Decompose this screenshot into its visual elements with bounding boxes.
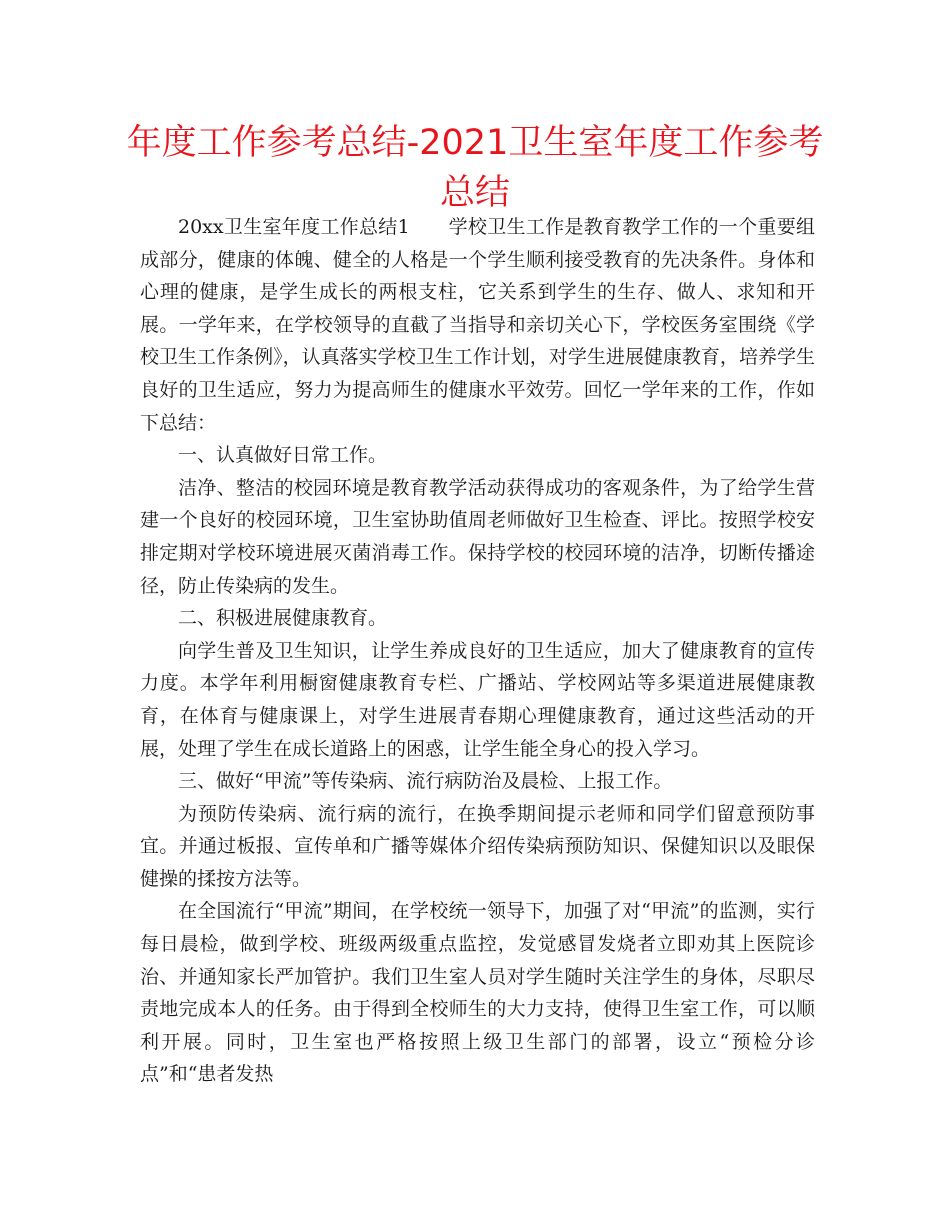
paragraph: 洁净、整洁的校园环境是教育教学活动获得成功的客观条件，为了给学生营建一个良好的校园环境，卫生室协助值周老师做好卫生检查、评比。按照学校安排定期对学校环境进展灭菌消毒工作。保持学校的校园环境的洁净，切断传播途径，防止传染病的发生。	[140, 476, 815, 597]
paragraph: 向学生普及卫生知识，让学生养成良好的卫生适应，加大了健康教育的宣传力度。本学年利用橱窗健康教育专栏、广播站、学校网站等多渠道进展健康教育，在体育与健康课上，对学生进展青春期心理健康教育，通过这些活动的开展，处理了学生在成长道路上的困惑，让学生能全身心的投入学习。	[140, 639, 815, 760]
document-title: 年度工作参考总结-2021卫生室年度工作参考总结	[126, 123, 824, 213]
section-heading: 一、认真做好日常工作。	[178, 444, 388, 467]
paragraph: 20xx卫生室年度工作总结1 学校卫生工作是教育教学工作的一个重要组成部分，健康的体魄、健全的人格是一个学生顺利接受教育的先决条件。身体和心理的健康，是学生成长的两根支柱，它关系到学生的生存、做人、求知和开展。一学年来，在学校领导的直截了当指导和亲切关心下，学校医务室围绕《学校卫生工作条例》，认真落实学校卫生工作计划，对学生进展健康教育，培养学生良好的卫生适应，努力为提高师生的健康水平效劳。回忆一学年来的工作，作如下总结：	[140, 216, 815, 434]
paragraph: 在全国流行“甲流”期间，在学校统一领导下，加强了对“甲流”的监测，实行每日晨检，做到学校、班级两级重点监控，发觉感冒发烧者立即劝其上医院诊治、并通知家长严加管护。我们卫生室人员对学生随时关注学生的身体，尽职尽责地完成本人的任务。由于得到全校师生的大力支持，使得卫生室工作，可以顺利开展。同时，卫生室也严格按照上级卫生部门的部署，设立“预检分诊点”和“患者发热	[140, 900, 815, 1086]
section-heading: 三、做好“甲流”等传染病、流行病防治及晨检、上报工作。	[178, 770, 673, 793]
paragraph: 为预防传染病、流行病的流行，在换季期间提示老师和同学们留意预防事宜。并通过板报、宣传单和广播等媒体介绍传染病预防知识、保健知识以及眼保健操的揉按方法等。	[140, 802, 815, 890]
document-body	[140, 211, 815, 1091]
section-heading: 二、积极进展健康教育。	[178, 607, 388, 630]
